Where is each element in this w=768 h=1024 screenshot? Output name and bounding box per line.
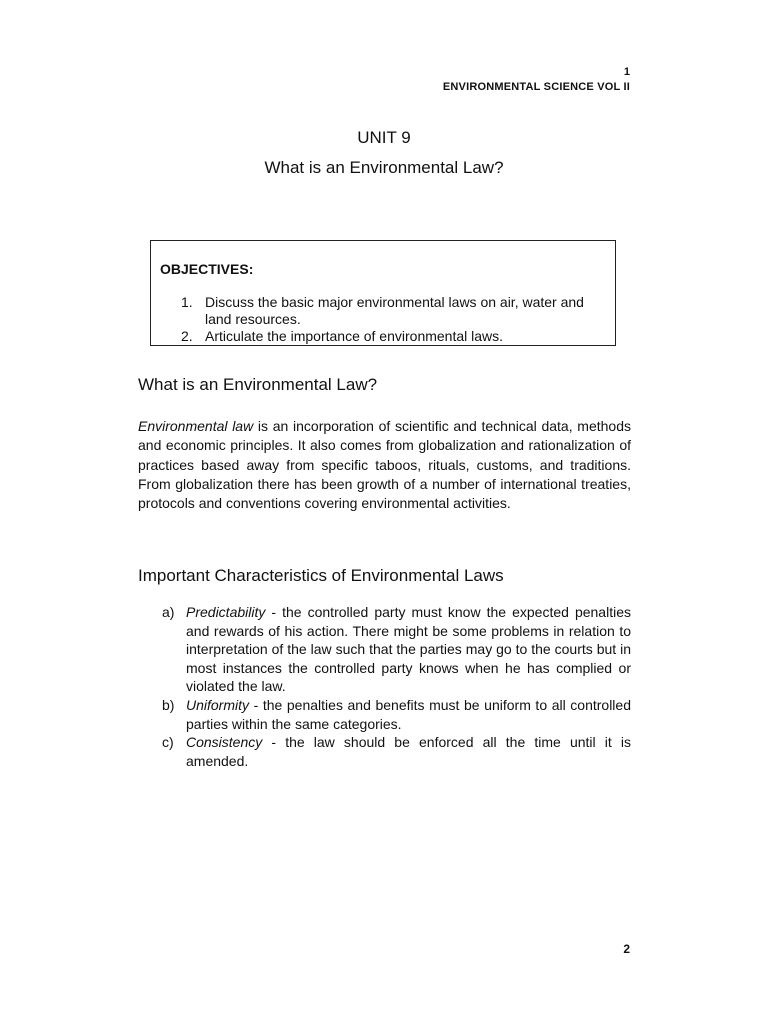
characteristic-text: - the law should be enforced all the time until it is amended. — [186, 734, 631, 769]
characteristic-term: Consistency — [186, 734, 263, 751]
objective-number: 1. — [181, 294, 193, 310]
section-heading-definition: What is an Environmental Law? — [138, 375, 378, 394]
objective-text: Articulate the importance of environmental laws. — [205, 328, 504, 344]
characteristic-text: - the controlled party must know the expected penalties and rewards of his action. There might be some problems in relation to interpretation of the law such that the parties may go to the courts but in most instances the controlled party knows when he has complied or violated the law. — [186, 604, 631, 695]
characteristic-text: - the penalties and benefits must be uniform to all controlled parties within the same categories. — [186, 696, 631, 732]
objectives-list — [181, 294, 606, 345]
definition-body: is an incorporation of scientific and technical data, methods and economic principles. It also comes from globalization and rationalization of practices based away from specific taboos, rituals, customs, and traditions. From globalization there has been growth of a number of international treaties, protocols and conventions covering environmental activities. — [138, 418, 631, 512]
footer-page-number: 2 — [623, 942, 630, 956]
characteristic-item — [138, 733, 631, 770]
unit-label: UNIT 9 — [357, 128, 411, 147]
objectives-heading: OBJECTIVES: — [160, 261, 254, 277]
objectives-box — [150, 240, 616, 346]
objective-item — [181, 328, 606, 345]
unit-title: What is an Environmental Law? — [264, 158, 504, 177]
characteristic-marker: c) — [162, 734, 174, 751]
header-page-number: 1 — [623, 66, 630, 78]
header-book-title: ENVIRONMENTAL SCIENCE VOL II — [442, 81, 630, 93]
objective-text: Discuss the basic major environmental laws on air, water and land resources. — [205, 294, 584, 327]
characteristics-list — [138, 603, 631, 770]
definition-paragraph — [138, 417, 631, 513]
characteristic-item — [138, 603, 631, 696]
characteristic-marker: a) — [162, 604, 175, 620]
section-heading-characteristics: Important Characteristics of Environmental Laws — [138, 566, 504, 585]
characteristic-term: Predictability — [186, 604, 266, 620]
characteristic-item — [138, 696, 631, 733]
definition-term: Environmental law — [138, 418, 254, 434]
characteristic-term: Uniformity — [186, 696, 250, 713]
objective-number: 2. — [181, 328, 193, 344]
objective-item — [181, 294, 606, 328]
characteristic-marker: b) — [162, 696, 175, 713]
